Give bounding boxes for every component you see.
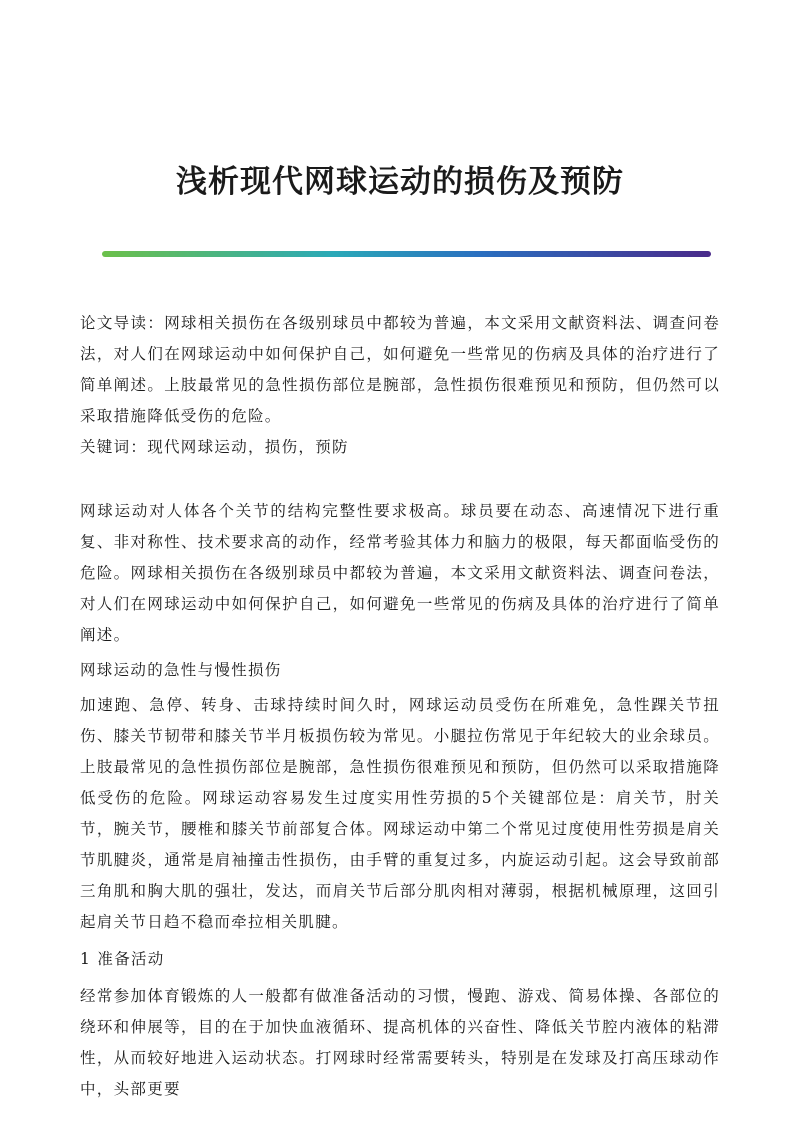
- section-heading-injuries: 网球运动的急性与慢性损伤: [80, 661, 282, 679]
- section-heading-warmup: 1 准备活动: [80, 950, 165, 968]
- section-spacer: [80, 463, 720, 496]
- title-divider: [102, 251, 711, 257]
- document-title: 浅析现代网球运动的损伤及预防: [176, 164, 624, 200]
- intro-paragraph: 网球运动对人体各个关节的结构完整性要求极高。球员要在动态、高速情况下进行重复、非对称性、技术要求高的动作，经常考验其体力和脑力的极限，每天都面临受伤的危险。网球相关损伤在各级别球员中都较为普遍，本文采用文献资料法、调查问卷法，对人们在网球运动中如何保护自己，如何避免一些常见的伤病及具体的治疗进行了简单阐述。: [80, 502, 720, 644]
- keywords-line: 关键词：现代网球运动，损伤，预防: [80, 438, 349, 456]
- warmup-paragraph: 经常参加体育锻炼的人一般都有做准备活动的习惯，慢跑、游戏、简易体操、各部位的绕环和伸展等，目的在于加快血液循环、提高机体的兴奋性、降低关节腔内液体的粘滞性，从而较好地进入运动状态。打网球时经常需要转头，特别是在发球及打高压球动作中，头部更要: [80, 987, 720, 1098]
- document-body: [80, 308, 720, 1105]
- abstract-paragraph: 论文导读：网球相关损伤在各级别球员中都较为普遍，本文采用文献资料法、调查问卷法，对人们在网球运动中如何保护自己，如何避免一些常见的伤病及具体的治疗进行了简单阐述。上肢最常见的急性损伤部位是腕部，急性损伤很难预见和预防，但仍然可以采取措施降低受伤的危险。: [80, 314, 720, 425]
- injuries-paragraph: 加速跑、急停、转身、击球持续时间久时，网球运动员受伤在所难免，急性踝关节扭伤、膝关节韧带和膝关节半月板损伤较为常见。小腿拉伤常见于年纪较大的业余球员。上肢最常见的急性损伤部位是腕部，急性损伤很难预见和预防，但仍然可以采取措施降低受伤的危险。网球运动容易发生过度实用性劳损的5个关键部位是：肩关节，肘关节，腕关节，腰椎和膝关节前部复合体。网球运动中第二个常见过度使用性劳损是肩关节肌腱炎，通常是肩袖撞击性损伤，由手臂的重复过多，内旋运动引起。这会导致前部三角肌和胸大肌的强壮，发达，而肩关节后部分肌肉相对薄弱，根据机械原理，这回引起肩关节日趋不稳而牵拉相关肌腱。: [80, 696, 720, 931]
